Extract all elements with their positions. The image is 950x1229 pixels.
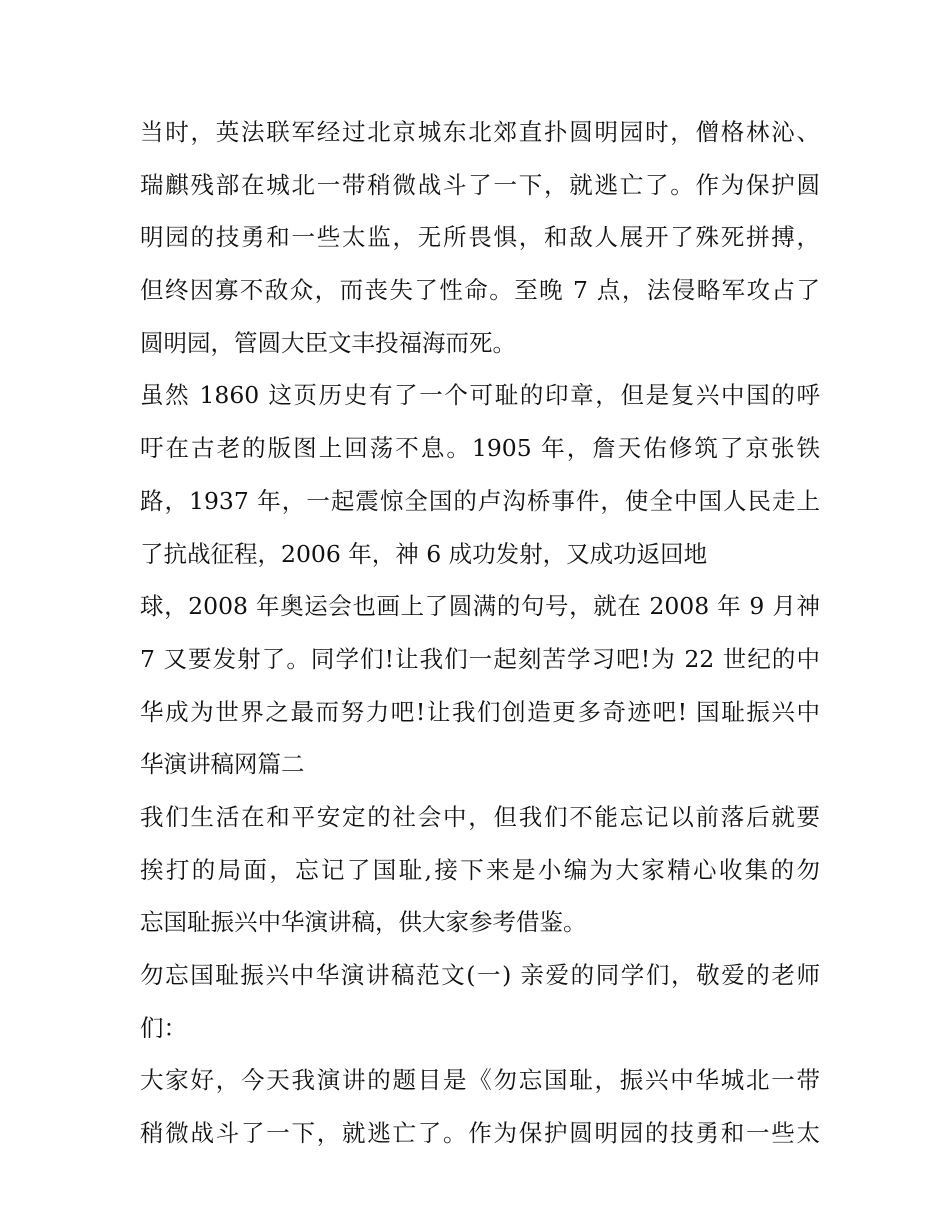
text-line: 稍微战斗了一下，就逃亡了。作为保护圆明园的技勇和一些太 (140, 1119, 820, 1148)
text-line: 大家好，今天我演讲的题目是《勿忘国耻，振兴中华城北一带 (140, 1066, 820, 1095)
text-line: 虽然 1860 这页历史有了一个可耻的印章，但是复兴中国的呼 (140, 381, 820, 410)
text-line: 挨打的局面，忘记了国耻,接下来是小编为大家精心收集的勿 (140, 855, 820, 884)
text-line: 7 又要发射了。同学们!让我们一起刻苦学习吧!为 22 世纪的中 (140, 644, 820, 673)
text-line: 我们生活在和平安定的社会中，但我们不能忘记以前落后就要 (140, 802, 820, 831)
text-line: 瑞麒残部在城北一带稍微战斗了一下，就逃亡了。作为保护圆 (140, 170, 820, 199)
text-line: 球，2008 年奥运会也画上了圆满的句号，就在 2008 年 9 月神 (140, 592, 820, 621)
text-line: 华演讲稿网篇二 (140, 750, 305, 779)
text-line: 明园的技勇和一些太监，无所畏惧，和敌人展开了殊死拼搏， (140, 223, 820, 252)
text-line: 了抗战征程，2006 年，神 6 成功发射，又成功返回地 (140, 539, 708, 568)
document-page (140, 106, 820, 1160)
text-line: 勿忘国耻振兴中华演讲稿范文(一) 亲爱的同学们，敬爱的老师 (140, 961, 820, 989)
text-line: 华成为世界之最而努力吧!让我们创造更多奇迹吧! 国耻振兴中 (140, 697, 820, 726)
text-line: 们： (140, 1013, 187, 1042)
text-line: 路，1937 年，一起震惊全国的卢沟桥事件，使全中国人民走上 (140, 486, 820, 515)
text-line: 吁在古老的版图上回荡不息。1905 年，詹天佑修筑了京张铁 (140, 434, 820, 463)
text-line: 当时，英法联军经过北京城东北郊直扑圆明园时，僧格林沁、 (140, 118, 820, 146)
text-line: 圆明园，管圆大臣文丰投福海而死。 (140, 328, 516, 357)
text-line: 但终因寡不敌众，而丧失了性命。至晚 7 点，法侵略军攻占了 (140, 276, 820, 305)
text-line: 忘国耻振兴中华演讲稿，供大家参考借鉴。 (140, 908, 587, 937)
